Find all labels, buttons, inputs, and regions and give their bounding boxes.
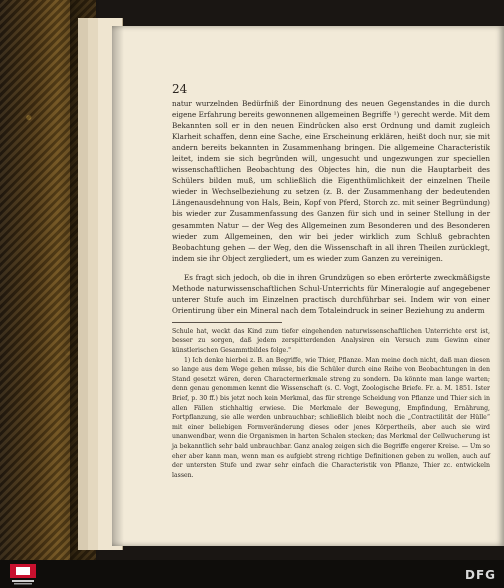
page-text — [172, 98, 490, 480]
footnote-continuation: Schule hat, weckt das Kind zum tiefer eingehenden naturwissenschaftlichen Unterrichte erst ist, besser zu sorgen, daß jedem zerspitterdenden Analysiren ein Versuch zum Gewinn einer künstlerischen Gesammtbildes folge." — [172, 327, 490, 355]
gutter-shadow — [112, 26, 124, 546]
footnote-1: 1) Ich denke hierbei z. B. an Begriffe, wie Thier, Pflanze. Man meine doch nicht, daß man diesen so lange aus dem Wege gehen müsse, bis die Schüler durch eine Reihe von Beobachtungen in den Stand gesetzt wären, deren Charactermerkmale streng zu sondern. Da könnte man lange warten; denn genau genommen kennt die Wissenschaft (s. C. Vogt, Zoologische Briefe. Fr. a. M. 1851. Ister Brief, p. 30 ff.) bis jetzt noch kein Merkmal, das für strenge Scheidung von Pflanze und Thier sich in allen Fällen stichhaltig erwiese. Die Merkmale der Bewegung, Empfindung, Ernährung, Fortpflanzung, sie alle werden unbrauchbar; schließlich bleibt noch die „Contractilität der Hülle“ mit einer beliebigen Formveränderung dieses oder jenes Körpertheils, aber auch sie wird unanwendbar, wenn die Organismen in harten Schalen stecken; das Merkmal der Cellwucherung ist ja bekanntlich sehr bald unbrauchbar. Ganz analog zeigen sich die Begriffe engerer Kreise. — Um so eher aber kann man, wenn man es aufgiebt streng richtige Definitionen geben zu wollen, auch auf der untersten Stufe und zwar sehr einfach die Characteristik von Pflanze, Thier zc. entwickeln lassen. — [172, 356, 490, 479]
paragraph-2: Es fragt sich jedoch, ob die in ihren Grundzügen so eben erörterte zweckmäßigste Methode naturwissenschaftlichen Schul-Unterrichts für Mineralogie auf angegebener unterer Stufe auch im Einzelnen practisch durchführbar sei. Indem wir von einer Orientirung über ein Mineral nach dem Totaleindruck in seiner Beziehung zu anderm — [172, 272, 490, 315]
book-page — [112, 26, 504, 546]
paragraph-1: natur wurzelnden Bedürfniß der Einordnung des neuen Gegenstandes in die durch eigene Erfahrung bereits gewonnenen allgemeinen Begriffe ¹) gerecht werde. Mit dem Bekannten soll er in den neuen Eindrücken also erst Ordnung und damit zugleich Klarheit schaffen, denn eine Sache, eine Erscheinung erklären, heißt doch nur, sie mit andern bereits bekannten in Zusammenhang bringen. Die allgemeine Characteristik leitet, indem sie sich begründen will, ungesucht und ungezwungen zur speciellen wissenschaftlichen Beobachtung des Objectes hin, die nun die Hauptarbeit des Schülers bilden muß, um schließlich die Eigenthümlichkeit der einzelnen Theile wieder in Wechselbeziehung zu setzen (z. B. der Zusammenhang der bedeutenden Längenausdehnung von Hals, Bein, Kopf von Pferd, Storch zc. mit seiner Begründung) bis wieder zur Zusammenfassung des Ganzen für sich und in seiner Stellung in der gesammten Natur — der Weg des Allgemeinen zum Besonderen und des Besonderen wieder zum Allgemeinen, den wir bei jeder wirklich zum Schluß gebrachten Beobachtung gehen — der Weg, den die Wissenschaft in all ihren Theilen zurücklegt, indem sie ihr Object zergliedert, um es wieder zum Ganzen zu vereinigen. — [172, 99, 490, 263]
dfg-logo-icon: DFG — [464, 568, 496, 582]
slub-logo-icon — [8, 562, 38, 586]
footnote-divider — [172, 322, 282, 323]
page-number: 24 — [172, 82, 188, 96]
viewer-footer — [0, 560, 504, 588]
